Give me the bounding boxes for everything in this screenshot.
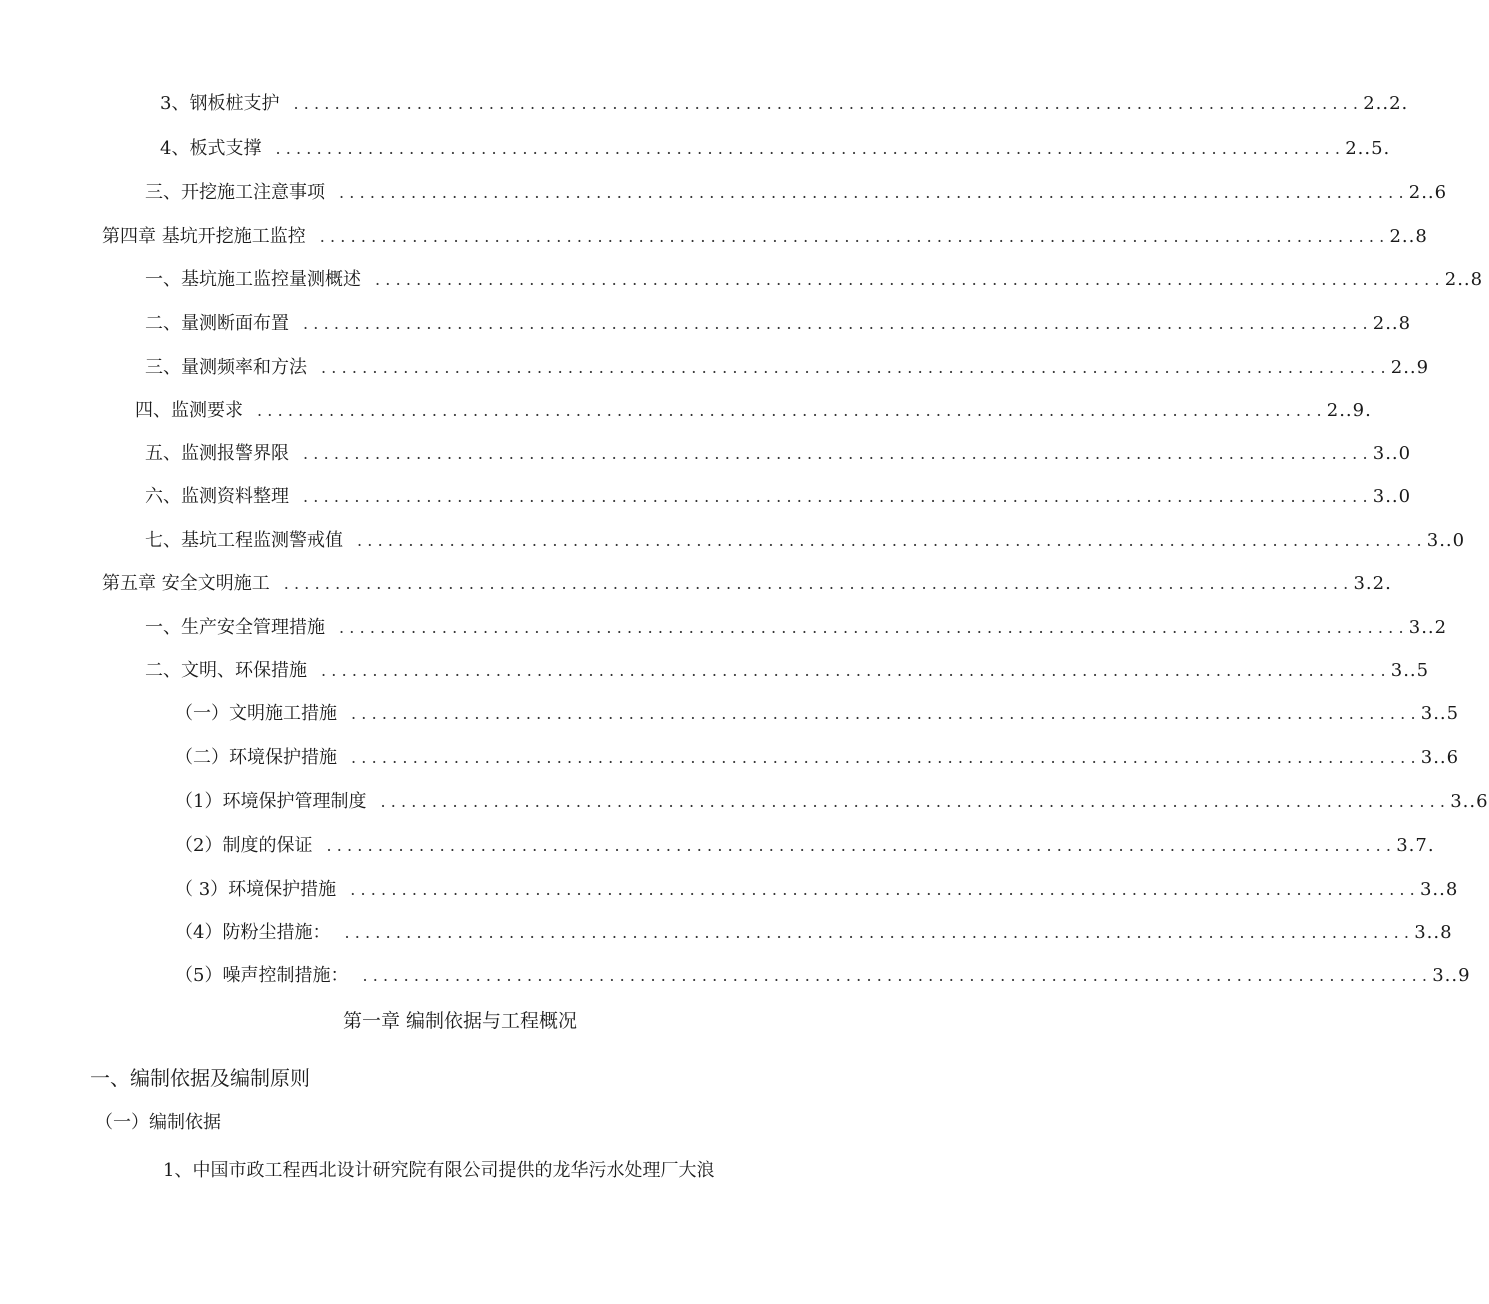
toc-entry-label: （4）防粉尘措施：	[175, 922, 331, 943]
toc-entry-page: 2..8	[1444, 269, 1484, 290]
dot-leader: ........................................................................................................	[326, 836, 1397, 855]
dot-leader: ........................................................................................................	[283, 574, 1354, 593]
toc-entry[interactable]	[145, 308, 1412, 336]
toc-entry-page: 3.2.	[1353, 573, 1392, 594]
toc-entry-label: 三、开挖施工注意事项	[145, 182, 325, 203]
dot-leader: ........................................................................................................	[380, 792, 1451, 811]
toc-entry-label: 4、板式支撑	[160, 138, 262, 159]
toc-entry-page: 3..2	[1408, 617, 1448, 638]
toc-entry[interactable]	[102, 568, 1392, 596]
dot-leader: ........................................................................................................	[321, 661, 1391, 680]
toc-entry-page: 2..6	[1408, 182, 1448, 203]
toc-entry[interactable]	[145, 525, 1466, 553]
dot-leader: ........................................................................................................	[257, 401, 1327, 420]
toc-entry-label: 五、监测报警界限	[145, 443, 289, 464]
toc-entry-label: 七、基坑工程监测警戒值	[145, 530, 343, 551]
toc-entry[interactable]	[175, 917, 1453, 945]
toc-entry-page: 2..2.	[1363, 93, 1409, 114]
dot-leader: ........................................................................................................	[375, 270, 1445, 289]
toc-entry[interactable]	[102, 221, 1428, 249]
dot-leader: ........................................................................................................	[303, 314, 1373, 333]
toc-entry-label: （1）环境保护管理制度	[175, 791, 367, 812]
toc-entry[interactable]	[160, 133, 1391, 161]
toc-entry-page: 2..8	[1389, 226, 1428, 247]
toc-entry-label: 第四章 基坑开挖施工监控	[102, 226, 306, 247]
toc-entry-label: （5）噪声控制措施：	[175, 965, 349, 986]
toc-entry-page: 2..8	[1372, 313, 1412, 334]
toc-entry-label: （二）环境保护措施	[175, 747, 337, 768]
body-paragraph: 1、中国市政工程西北设计研究院有限公司提供的龙华污水处理厂大浪	[163, 1160, 715, 1181]
toc-entry[interactable]	[175, 960, 1471, 988]
dot-leader: ........................................................................................................	[293, 94, 1364, 113]
dot-leader: ........................................................................................................	[344, 923, 1415, 942]
dot-leader: ........................................................................................................	[357, 531, 1427, 550]
toc-entry-page: 3..8	[1419, 879, 1459, 900]
section-heading: 一、编制依据及编制原则	[90, 1066, 310, 1090]
toc-entry-label: 二、文明、环保措施	[145, 660, 307, 681]
subsection-heading: （一）编制依据	[95, 1112, 221, 1133]
toc-entry-label: 六、监测资料整理	[145, 486, 289, 507]
toc-entry-label: 三、量测频率和方法	[145, 357, 307, 378]
toc-entry[interactable]	[145, 177, 1448, 205]
dot-leader: ........................................................................................................	[275, 139, 1346, 158]
dot-leader: ........................................................................................................	[350, 880, 1420, 899]
dot-leader: ........................................................................................................	[351, 704, 1421, 723]
dot-leader: ........................................................................................................	[351, 748, 1421, 767]
toc-entry-label: 3、钢板桩支护	[160, 93, 280, 114]
toc-entry[interactable]	[175, 698, 1460, 726]
toc-entry[interactable]	[145, 612, 1448, 640]
toc-entry-page: 3..6	[1420, 747, 1460, 768]
dot-leader: ........................................................................................................	[362, 966, 1433, 985]
toc-entry[interactable]	[175, 874, 1459, 902]
toc-entry[interactable]	[175, 830, 1435, 858]
toc-entry-label: （一）文明施工措施	[175, 703, 337, 724]
toc-entry-label: 一、生产安全管理措施	[145, 617, 325, 638]
toc-entry-page: 3..0	[1372, 443, 1412, 464]
dot-leader: ........................................................................................................	[303, 444, 1373, 463]
toc-entry[interactable]	[175, 742, 1460, 770]
toc-entry-page: 2..5.	[1345, 138, 1391, 159]
toc-entry-label: 二、量测断面布置	[145, 313, 289, 334]
toc-entry[interactable]	[175, 786, 1489, 814]
toc-entry-page: 2..9	[1390, 357, 1430, 378]
dot-leader: ........................................................................................................	[319, 227, 1390, 246]
toc-entry-label: 四、监测要求	[135, 400, 243, 421]
toc-entry-page: 3..0	[1426, 530, 1466, 551]
chapter-title: 第一章 编制依据与工程概况	[342, 1010, 578, 1032]
dot-leader: ........................................................................................................	[321, 358, 1391, 377]
toc-entry-page: 3..6	[1450, 791, 1489, 812]
toc-entry-page: 2..9.	[1326, 400, 1372, 421]
toc-entry[interactable]	[145, 352, 1430, 380]
toc-entry-page: 3..5	[1390, 660, 1430, 681]
toc-entry-page: 3.7.	[1396, 835, 1435, 856]
toc-entry[interactable]	[160, 88, 1409, 116]
toc-entry[interactable]	[145, 438, 1412, 466]
toc-entry-label: （ 3）环境保护措施	[175, 879, 337, 900]
dot-leader: ........................................................................................................	[339, 618, 1409, 637]
toc-entry-page: 3..8	[1414, 922, 1453, 943]
dot-leader: ........................................................................................................	[303, 487, 1373, 506]
toc-entry-page: 3..5	[1420, 703, 1460, 724]
toc-entry[interactable]	[145, 655, 1430, 683]
toc-entry-label: 一、基坑施工监控量测概述	[145, 269, 361, 290]
toc-entry[interactable]	[145, 481, 1412, 509]
toc-entry-label: （2）制度的保证	[175, 835, 313, 856]
dot-leader: ........................................................................................................	[339, 183, 1409, 202]
toc-entry[interactable]	[135, 395, 1372, 423]
toc-entry-page: 3..0	[1372, 486, 1412, 507]
toc-entry[interactable]	[145, 264, 1484, 292]
toc-entry-page: 3..9	[1432, 965, 1471, 986]
toc-entry-label: 第五章 安全文明施工	[102, 573, 270, 594]
